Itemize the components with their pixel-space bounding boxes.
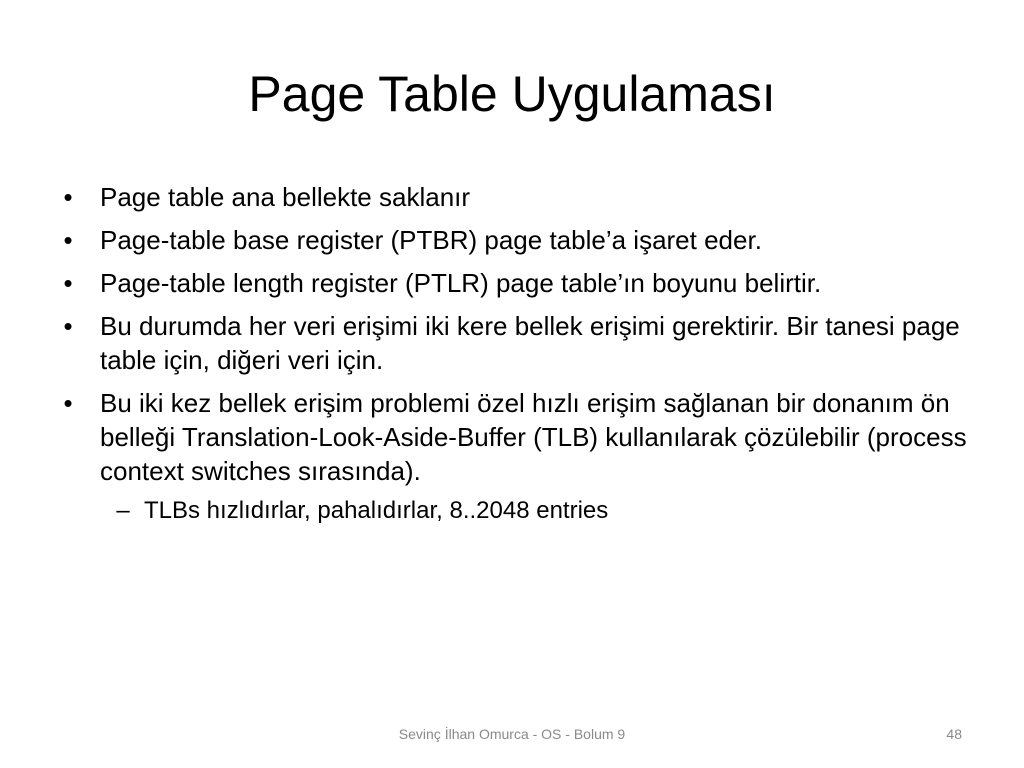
page-number: 48 xyxy=(946,726,962,742)
sub-bullet-item xyxy=(54,495,984,527)
bullet-marker: • xyxy=(63,182,73,212)
bullet-marker: • xyxy=(63,225,73,255)
footer-text: Sevinç İlhan Omurca - OS - Bolum 9 xyxy=(398,726,626,742)
slide-title: Page Table Uygulaması xyxy=(248,66,776,122)
bullet-marker: • xyxy=(63,388,73,418)
sub-bullet-marker: – xyxy=(116,497,130,524)
bullet-text: Bu iki kez bellek erişim problemi özel hızlı erişim sağlanan bir donanım ön belleği Translation-Look-Aside-Buffer (TLB) kullanılarak çözülebilir (process context switches sırasında). xyxy=(100,388,967,486)
bullet-list xyxy=(54,180,984,527)
bullet-text: Bu durumda her veri erişimi iki kere bellek erişimi gerektirir. Bir tanesi page table için, diğeri veri için. xyxy=(100,311,960,375)
bullet-item xyxy=(54,309,984,377)
bullet-text: Page table ana bellekte saklanır xyxy=(100,182,471,212)
bullet-item xyxy=(54,223,984,257)
bullet-item xyxy=(54,180,984,214)
bullet-item xyxy=(54,266,984,300)
bullet-marker: • xyxy=(63,268,73,298)
bullet-item xyxy=(54,386,984,488)
bullet-text: Page-table length register (PTLR) page table’ın boyunu belirtir. xyxy=(100,268,822,298)
sub-bullet-text: TLBs hızlıdırlar, pahalıdırlar, 8..2048 entries xyxy=(144,497,609,524)
bullet-marker: • xyxy=(63,311,73,341)
bullet-text: Page-table base register (PTBR) page table’a işaret eder. xyxy=(100,225,762,255)
